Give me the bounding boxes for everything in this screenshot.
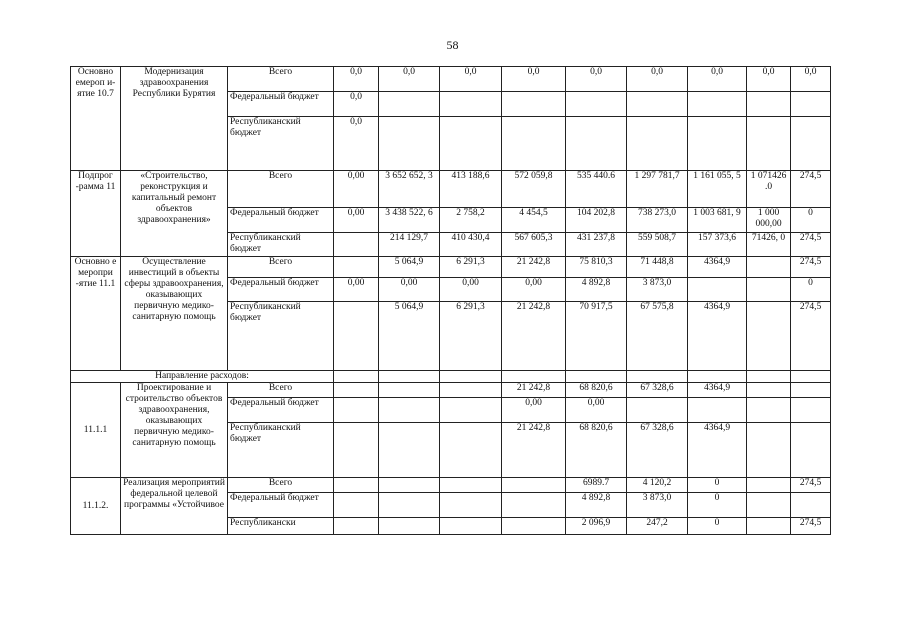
value-cell: 0,00 bbox=[440, 278, 502, 302]
value-cell: 1 161 055, 5 bbox=[688, 171, 747, 208]
value-cell bbox=[747, 398, 791, 423]
value-cell: 431 237,8 bbox=[566, 233, 627, 257]
value-cell: 4 454,5 bbox=[502, 208, 566, 233]
value-cell: 3 873,0 bbox=[627, 493, 688, 518]
value-cell bbox=[627, 117, 688, 171]
budget-source-label: Республиканский бюджет bbox=[228, 117, 334, 171]
value-cell bbox=[791, 383, 831, 398]
value-cell: 0,0 bbox=[688, 67, 747, 92]
value-cell bbox=[440, 92, 502, 117]
value-cell bbox=[791, 398, 831, 423]
value-cell: 214 129,7 bbox=[379, 233, 440, 257]
value-cell bbox=[688, 92, 747, 117]
value-cell: 0 bbox=[791, 278, 831, 302]
value-cell: 572 059,8 bbox=[502, 171, 566, 208]
value-cell: 6 291,3 bbox=[440, 257, 502, 278]
value-cell: 559 508,7 bbox=[627, 233, 688, 257]
value-cell: 68 820,6 bbox=[566, 423, 627, 478]
value-cell bbox=[379, 92, 440, 117]
value-cell bbox=[334, 257, 379, 278]
value-cell: 1 071426 .0 bbox=[747, 171, 791, 208]
value-cell bbox=[440, 398, 502, 423]
row-name: Реализация мероприятий федеральной целевой программы «Устойчивое bbox=[121, 478, 228, 535]
value-cell bbox=[440, 478, 502, 493]
value-cell bbox=[379, 383, 440, 398]
budget-source-label: Всего bbox=[228, 171, 334, 208]
value-cell: 413 188,6 bbox=[440, 171, 502, 208]
value-cell bbox=[747, 493, 791, 518]
row-code: Основно е меропри -ятие 11.1 bbox=[71, 257, 121, 371]
budget-source-label: Всего bbox=[228, 383, 334, 398]
value-cell bbox=[747, 302, 791, 371]
value-cell bbox=[379, 423, 440, 478]
value-cell: 0,00 bbox=[502, 398, 566, 423]
value-cell: 4 120,2 bbox=[627, 478, 688, 493]
value-cell bbox=[747, 278, 791, 302]
budget-table bbox=[70, 66, 831, 535]
value-cell bbox=[440, 117, 502, 171]
value-cell: 274,5 bbox=[791, 478, 831, 493]
value-cell bbox=[566, 117, 627, 171]
budget-source-label: Республиканский бюджет bbox=[228, 233, 334, 257]
value-cell: 0,0 bbox=[791, 67, 831, 92]
row-name: «Строительство, реконструкция и капитальный ремонт объектов здравоохранения» bbox=[121, 171, 228, 257]
value-cell bbox=[334, 233, 379, 257]
value-cell bbox=[379, 398, 440, 423]
value-cell: 0,0 bbox=[627, 67, 688, 92]
table-row bbox=[71, 171, 831, 208]
value-cell: 738 273,0 bbox=[627, 208, 688, 233]
budget-source-label: Федеральный бюджет bbox=[228, 208, 334, 233]
value-cell bbox=[440, 518, 502, 535]
value-cell: 1 000 000,00 bbox=[747, 208, 791, 233]
value-cell: 71 448,8 bbox=[627, 257, 688, 278]
value-cell: 0,0 bbox=[440, 67, 502, 92]
value-cell: 157 373,6 bbox=[688, 233, 747, 257]
value-cell: 71426, 0 bbox=[747, 233, 791, 257]
value-cell: 21 242,8 bbox=[502, 302, 566, 371]
value-cell bbox=[440, 493, 502, 518]
value-cell: 0,0 bbox=[566, 67, 627, 92]
value-cell: 3 438 522, 6 bbox=[379, 208, 440, 233]
budget-source-label: Федеральный бюджет bbox=[228, 278, 334, 302]
value-cell: 0,00 bbox=[502, 278, 566, 302]
value-cell bbox=[334, 478, 379, 493]
row-code: 11.1.1 bbox=[71, 383, 121, 478]
value-cell: 6989.7 bbox=[566, 478, 627, 493]
value-cell bbox=[334, 398, 379, 423]
value-cell: 274,5 bbox=[791, 233, 831, 257]
budget-source-label: Всего bbox=[228, 257, 334, 278]
value-cell: 6 291,3 bbox=[440, 302, 502, 371]
value-cell: 68 820,6 bbox=[566, 383, 627, 398]
value-cell bbox=[334, 423, 379, 478]
page-number: 58 bbox=[446, 38, 459, 52]
budget-source-label: Федеральный бюджет bbox=[228, 398, 334, 423]
value-cell: 1 003 681, 9 bbox=[688, 208, 747, 233]
budget-source-label: Федеральный бюджет bbox=[228, 493, 334, 518]
table-row bbox=[71, 478, 831, 493]
value-cell bbox=[334, 493, 379, 518]
value-cell: 3 652 652, 3 bbox=[379, 171, 440, 208]
value-cell: 70 917,5 bbox=[566, 302, 627, 371]
value-cell: 0,00 bbox=[334, 208, 379, 233]
value-cell bbox=[688, 278, 747, 302]
value-cell: 0 bbox=[688, 478, 747, 493]
value-cell: 0,0 bbox=[747, 67, 791, 92]
value-cell bbox=[791, 117, 831, 171]
value-cell: 21 242,8 bbox=[502, 257, 566, 278]
value-cell bbox=[502, 493, 566, 518]
value-cell bbox=[747, 117, 791, 171]
value-cell bbox=[566, 92, 627, 117]
value-cell: 21 242,8 bbox=[502, 383, 566, 398]
value-cell bbox=[502, 117, 566, 171]
value-cell bbox=[747, 92, 791, 117]
value-cell bbox=[747, 478, 791, 493]
value-cell bbox=[334, 302, 379, 371]
value-cell: 67 575,8 bbox=[627, 302, 688, 371]
value-cell: 274,5 bbox=[791, 171, 831, 208]
value-cell: 0 bbox=[791, 208, 831, 233]
value-cell: 0,0 bbox=[334, 117, 379, 171]
budget-source-label: Всего bbox=[228, 67, 334, 92]
value-cell: 4364,9 bbox=[688, 302, 747, 371]
value-cell: 0,0 bbox=[379, 67, 440, 92]
value-cell: 104 202,8 bbox=[566, 208, 627, 233]
row-name: Модернизация здравоохранения Республики Бурятия bbox=[121, 67, 228, 171]
value-cell bbox=[791, 92, 831, 117]
value-cell bbox=[627, 398, 688, 423]
table-row bbox=[71, 67, 831, 92]
value-cell bbox=[747, 423, 791, 478]
value-cell: 274,5 bbox=[791, 518, 831, 535]
value-cell: 4 892,8 bbox=[566, 278, 627, 302]
value-cell: 567 605,3 bbox=[502, 233, 566, 257]
budget-source-label: Всего bbox=[228, 478, 334, 493]
row-code: Основно емероп и-ятие 10.7 bbox=[71, 67, 121, 171]
value-cell: 535 440.6 bbox=[566, 171, 627, 208]
value-cell: 274,5 bbox=[791, 257, 831, 278]
value-cell bbox=[502, 518, 566, 535]
value-cell bbox=[688, 117, 747, 171]
table-row bbox=[71, 257, 831, 278]
value-cell bbox=[791, 493, 831, 518]
value-cell bbox=[334, 383, 379, 398]
value-cell bbox=[379, 493, 440, 518]
value-cell: 0,00 bbox=[334, 171, 379, 208]
value-cell: 247,2 bbox=[627, 518, 688, 535]
value-cell bbox=[379, 117, 440, 171]
value-cell: 0 bbox=[688, 493, 747, 518]
section-label: Направление расходов: bbox=[71, 371, 334, 383]
value-cell: 0,00 bbox=[379, 278, 440, 302]
value-cell: 0,00 bbox=[334, 278, 379, 302]
value-cell: 410 430,4 bbox=[440, 233, 502, 257]
budget-source-label: Республиканский бюджет bbox=[228, 423, 334, 478]
value-cell bbox=[440, 383, 502, 398]
section-row bbox=[71, 371, 831, 383]
value-cell bbox=[440, 423, 502, 478]
value-cell: 5 064,9 bbox=[379, 302, 440, 371]
table-row bbox=[71, 383, 831, 398]
budget-source-label: Республикански bbox=[228, 518, 334, 535]
value-cell: 4364,9 bbox=[688, 423, 747, 478]
budget-source-label: Республиканский бюджет bbox=[228, 302, 334, 371]
row-code: Подпрог -рамма 11 bbox=[71, 171, 121, 257]
row-name: Осуществление инвестиций в объекты сферы здравоохранения, оказывающих первичную медико-санитарную помощь bbox=[121, 257, 228, 371]
value-cell: 0,0 bbox=[502, 67, 566, 92]
value-cell bbox=[502, 92, 566, 117]
value-cell: 75 810,3 bbox=[566, 257, 627, 278]
row-name: Проектирование и строительство объектов здравоохранения, оказывающих первичную медико-санитарную помощь bbox=[121, 383, 228, 478]
value-cell: 67 328,6 bbox=[627, 423, 688, 478]
value-cell bbox=[688, 398, 747, 423]
value-cell bbox=[379, 478, 440, 493]
value-cell bbox=[502, 478, 566, 493]
value-cell bbox=[791, 423, 831, 478]
value-cell bbox=[747, 383, 791, 398]
value-cell: 0,00 bbox=[566, 398, 627, 423]
row-code: 11.1.2. bbox=[71, 478, 121, 535]
value-cell: 0,0 bbox=[334, 92, 379, 117]
value-cell: 21 242,8 bbox=[502, 423, 566, 478]
value-cell bbox=[334, 518, 379, 535]
value-cell: 3 873,0 bbox=[627, 278, 688, 302]
value-cell: 0 bbox=[688, 518, 747, 535]
value-cell: 2 096,9 bbox=[566, 518, 627, 535]
value-cell: 67 328,6 bbox=[627, 383, 688, 398]
value-cell: 274,5 bbox=[791, 302, 831, 371]
value-cell: 5 064,9 bbox=[379, 257, 440, 278]
value-cell bbox=[747, 257, 791, 278]
value-cell bbox=[627, 92, 688, 117]
value-cell: 1 297 781,7 bbox=[627, 171, 688, 208]
value-cell: 2 758,2 bbox=[440, 208, 502, 233]
value-cell bbox=[747, 518, 791, 535]
value-cell bbox=[379, 518, 440, 535]
value-cell: 4 892,8 bbox=[566, 493, 627, 518]
budget-source-label: Федеральный бюджет bbox=[228, 92, 334, 117]
value-cell: 4364,9 bbox=[688, 383, 747, 398]
value-cell: 0,0 bbox=[334, 67, 379, 92]
value-cell: 4364,9 bbox=[688, 257, 747, 278]
